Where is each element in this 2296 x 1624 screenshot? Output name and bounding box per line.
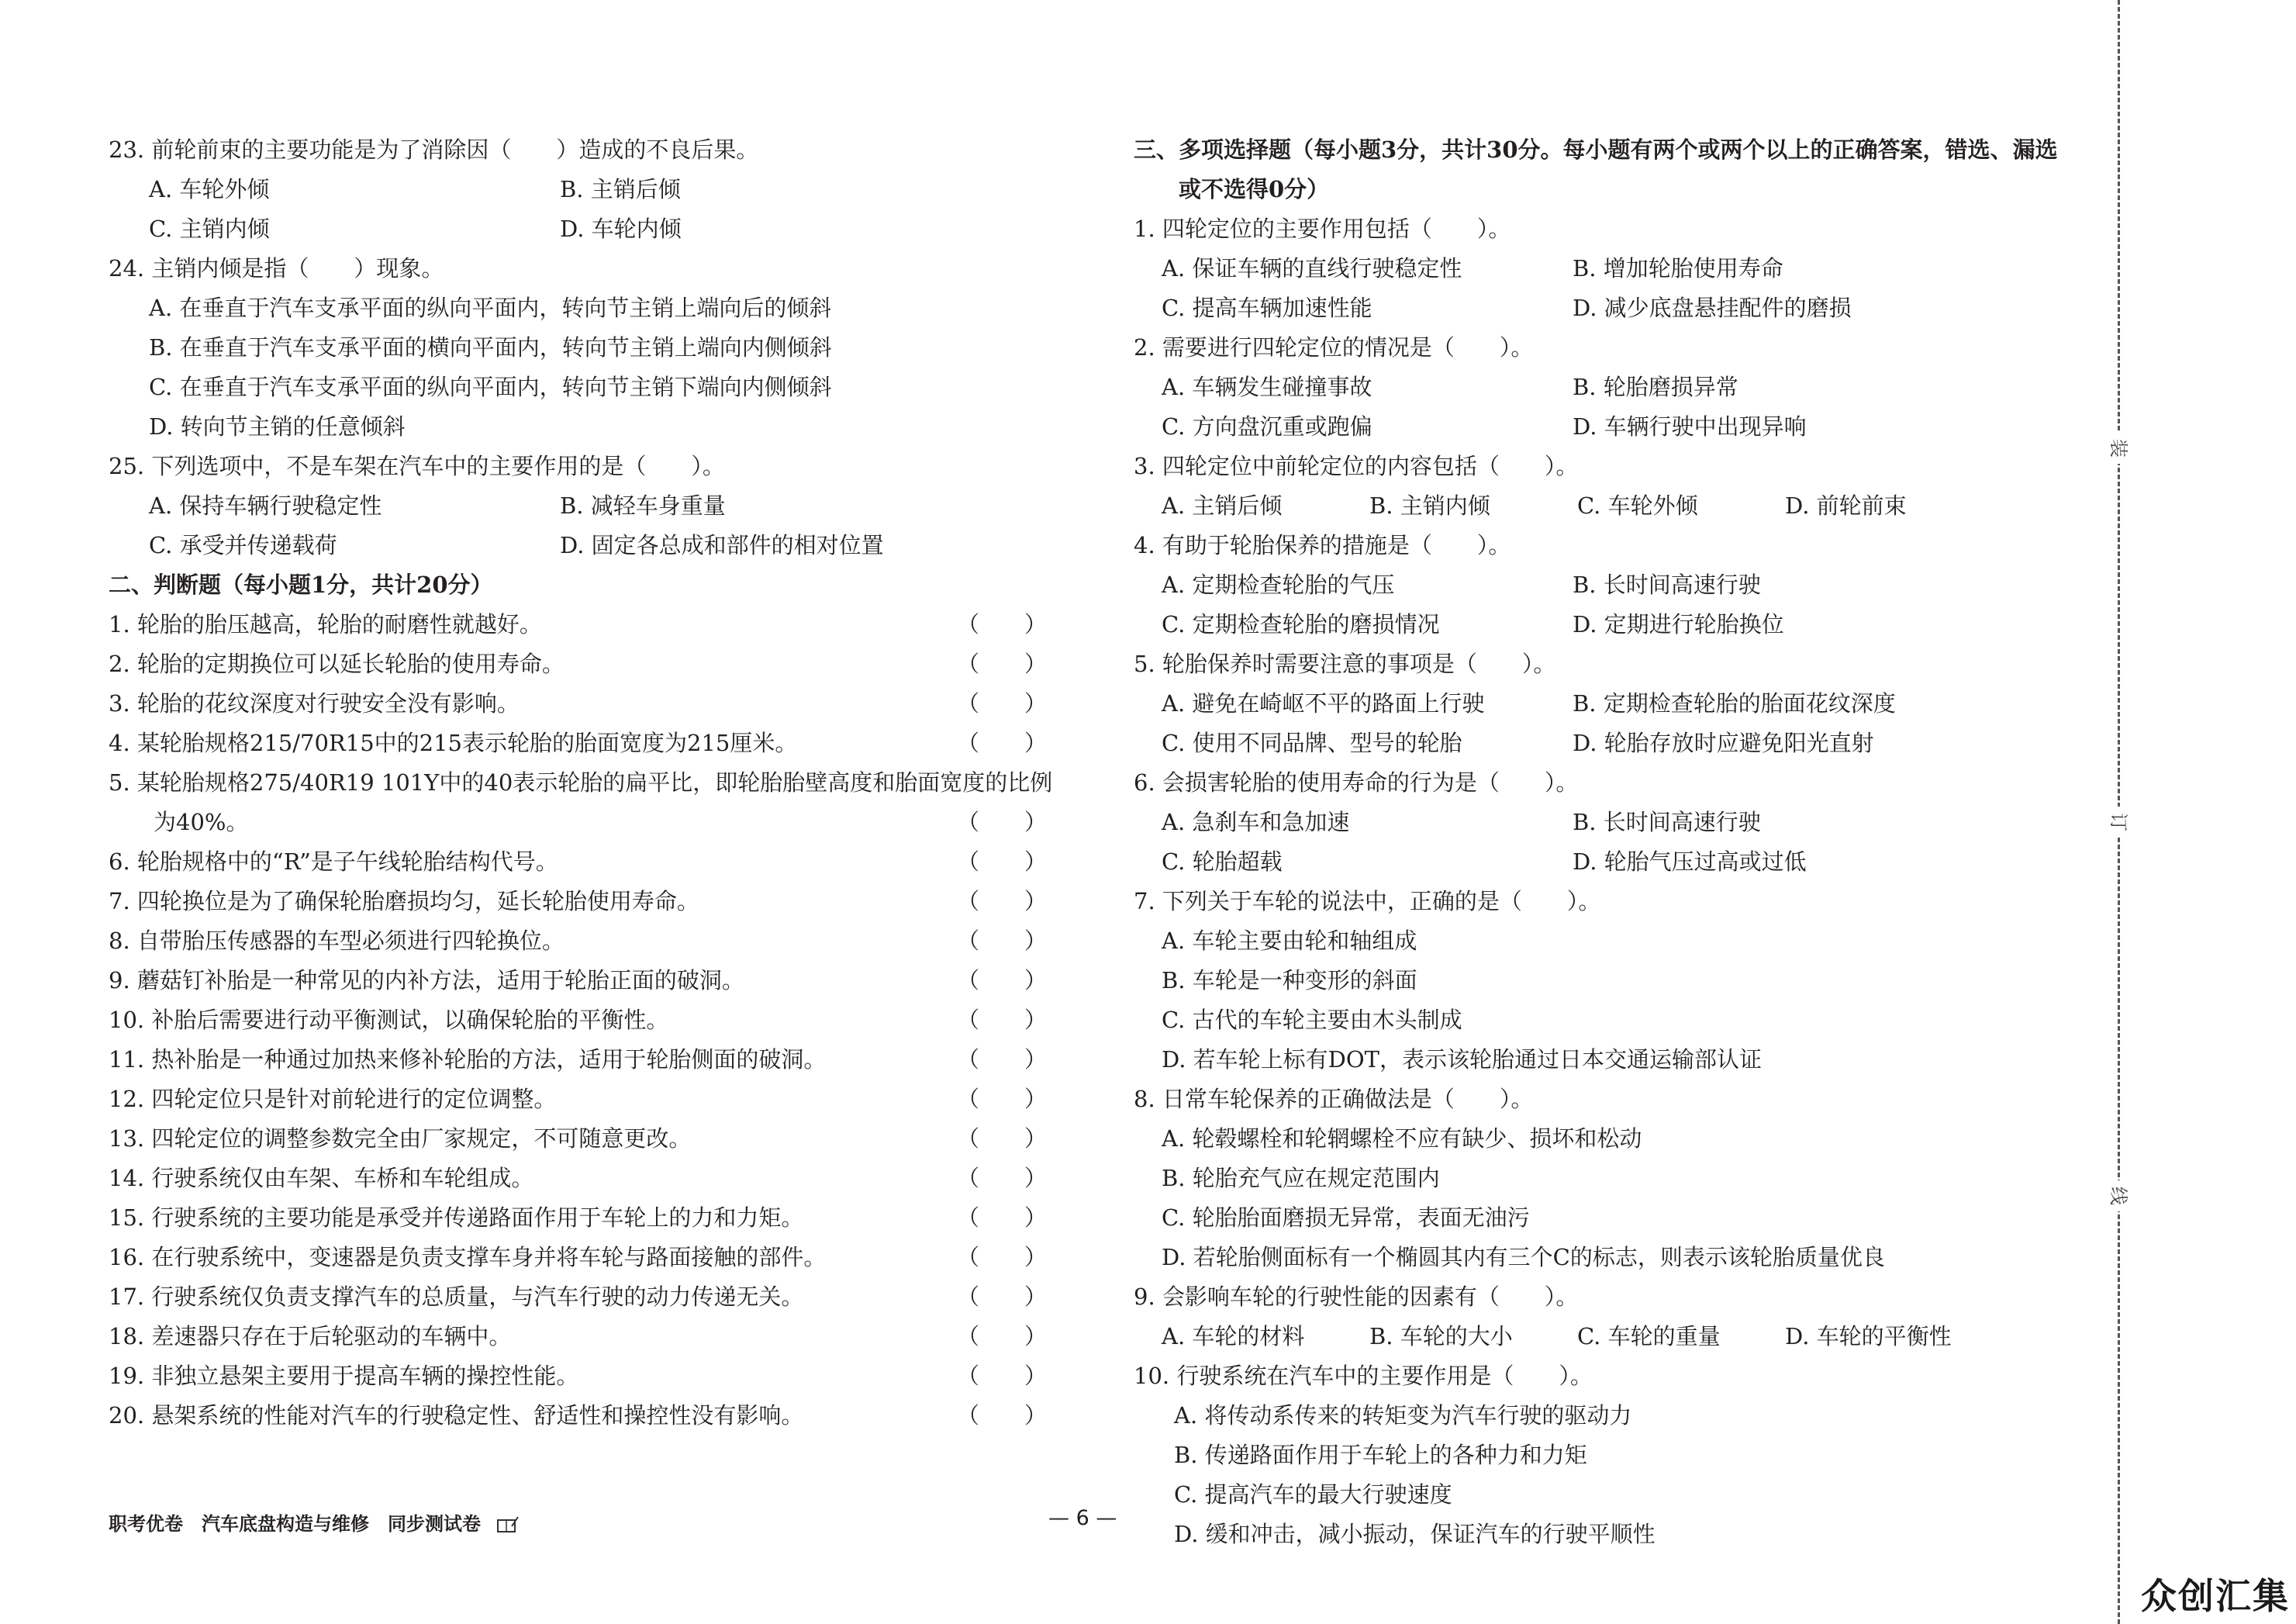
mc-question-8-option-a: A. 轮毂螺栓和轮辋螺栓不应有缺少、损坏和松动 — [1162, 1125, 1642, 1152]
option-a: A. 急刹车和急加速 — [1162, 809, 1350, 835]
option-c: C. 车轮的重量 — [1577, 1323, 1721, 1349]
question-23-options-cd — [109, 209, 1047, 249]
mc-question-9-options — [1134, 1317, 2087, 1356]
question-25-stem: 25. 下列选项中，不是车架在汽车中的主要作用的是（ ）。 — [109, 453, 725, 479]
option-a: A. 定期检查轮胎的气压 — [1162, 572, 1395, 598]
mc-question-7-option-b: B. 车轮是一种变形的斜面 — [1162, 967, 1417, 993]
judge-item: 13. 四轮定位的调整参数完全由厂家规定，不可随意更改。 （ ） — [109, 1119, 1047, 1159]
option-d: D. 车轮内倾 — [560, 216, 682, 242]
option-d: D. 定期进行轮胎换位 — [1573, 611, 1784, 638]
judge-item: 2. 轮胎的定期换位可以延长轮胎的使用寿命。 （ ） — [109, 644, 1047, 684]
mc-question-10-option-c: C. 提高汽车的最大行驶速度 — [1174, 1481, 1452, 1508]
question-24-option-d: D. 转向节主销的任意倾斜 — [149, 413, 406, 440]
judge-item: 14. 行驶系统仅由车架、车桥和车轮组成。 （ ） — [109, 1159, 1047, 1198]
page-number: — 6 — — [1048, 1506, 1117, 1530]
answer-blank: （ ） — [956, 1204, 1047, 1231]
mc-question-9-stem: 9. 会影响车轮的行驶性能的因素有（ ）。 — [1134, 1284, 1579, 1310]
mc-question-3-stem: 3. 四轮定位中前轮定位的内容包括（ ）。 — [1134, 453, 1579, 479]
judge-item: 5. 某轮胎规格275/40R19 101Y中的40表示轮胎的扁平比，即轮胎胎壁高度和胎面宽度的比例 — [109, 769, 1053, 796]
option-b: B. 减轻车身重量 — [560, 492, 726, 519]
option-a: A. 保持车辆行驶稳定性 — [149, 492, 382, 519]
question-23-options-ab — [109, 170, 1047, 209]
answer-blank: （ ） — [956, 1284, 1047, 1310]
section-3-title-cont: 或不选得0分） — [1179, 176, 1330, 202]
option-b: B. 主销内倾 — [1369, 492, 1490, 519]
mc-question-2-options-cd — [1134, 407, 2087, 447]
judge-item-continuation: 为40%。 （ ） — [109, 803, 1047, 842]
mc-question-8-option-c: C. 轮胎胎面磨损无异常，表面无油污 — [1162, 1204, 1530, 1231]
option-b: B. 主销后倾 — [560, 176, 681, 202]
mc-question-10-option-a: A. 将传动系传来的转矩变为汽车行驶的驱动力 — [1174, 1402, 1632, 1429]
option-d: D. 车轮的平衡性 — [1785, 1323, 1952, 1349]
option-c: C. 方向盘沉重或跑偏 — [1162, 413, 1372, 440]
answer-blank: （ ） — [956, 1125, 1047, 1152]
mc-question-2-options-ab — [1134, 368, 2087, 407]
option-c: C. 定期检查轮胎的磨损情况 — [1162, 611, 1440, 638]
judge-item: 3. 轮胎的花纹深度对行驶安全没有影响。 （ ） — [109, 684, 1047, 724]
mc-question-6-stem: 6. 会损害轮胎的使用寿命的行为是（ ）。 — [1134, 769, 1579, 796]
question-25-options-ab — [109, 486, 1047, 526]
judge-item: 17. 行驶系统仅负责支撑汽车的总质量，与汽车行驶的动力传递无关。 （ ） — [109, 1277, 1047, 1317]
option-b: B. 增加轮胎使用寿命 — [1573, 255, 1783, 282]
answer-blank: （ ） — [956, 1323, 1047, 1349]
mc-question-8-option-b: B. 轮胎充气应在规定范围内 — [1162, 1165, 1440, 1191]
question-25-options-cd — [109, 526, 1047, 565]
answer-blank: （ ） — [956, 690, 1047, 717]
option-a: A. 车辆发生碰撞事故 — [1162, 374, 1372, 400]
option-d: D. 前轮前束 — [1785, 492, 1907, 519]
book-pen-icon — [496, 1515, 520, 1534]
option-a: A. 保证车辆的直线行驶稳定性 — [1162, 255, 1462, 282]
option-c: C. 使用不同品牌、型号的轮胎 — [1162, 730, 1462, 756]
mc-question-7-stem: 7. 下列关于车轮的说法中，正确的是（ ）。 — [1134, 888, 1601, 914]
option-a: A. 车轮的材料 — [1162, 1323, 1305, 1349]
option-b: B. 定期检查轮胎的胎面花纹深度 — [1573, 690, 1896, 717]
question-24-option-c: C. 在垂直于汽车支承平面的纵向平面内，转向节主销下端向内侧倾斜 — [149, 374, 832, 400]
answer-blank: （ ） — [956, 967, 1047, 993]
mc-question-6-options-cd — [1134, 842, 2087, 882]
mc-question-4-options-ab — [1134, 565, 2087, 605]
option-d: D. 轮胎气压过高或过低 — [1573, 848, 1807, 875]
judge-item: 10. 补胎后需要进行动平衡测试，以确保轮胎的平衡性。 （ ） — [109, 1000, 1047, 1040]
judge-item: 12. 四轮定位只是针对前轮进行的定位调整。 （ ） — [109, 1080, 1047, 1119]
judge-item: 7. 四轮换位是为了确保轮胎磨损均匀，延长轮胎使用寿命。 （ ） — [109, 882, 1047, 921]
option-d: D. 固定各总成和部件的相对位置 — [560, 532, 884, 558]
mc-question-4-stem: 4. 有助于轮胎保养的措施是（ ）。 — [1134, 532, 1511, 558]
option-b: B. 车轮的大小 — [1369, 1323, 1513, 1349]
option-c: C. 主销内倾 — [149, 216, 270, 242]
watermark: 众创汇集 — [2141, 1575, 2290, 1617]
answer-blank: （ ） — [956, 848, 1047, 875]
judge-item: 18. 差速器只存在于后轮驱动的车辆中。 （ ） — [109, 1317, 1047, 1356]
judge-item: 1. 轮胎的胎压越高，轮胎的耐磨性就越好。 （ ） — [109, 605, 1047, 644]
judge-item: 6. 轮胎规格中的“R”是子午线轮胎结构代号。 （ ） — [109, 842, 1047, 882]
answer-blank: （ ） — [956, 611, 1047, 638]
judge-item: 11. 热补胎是一种通过加热来修补轮胎的方法，适用于轮胎侧面的破洞。 （ ） — [109, 1040, 1047, 1080]
answer-blank: （ ） — [956, 1165, 1047, 1191]
question-23-stem: 23. 前轮前束的主要功能是为了消除因（ ）造成的不良后果。 — [109, 136, 759, 163]
mc-question-10-option-d: D. 缓和冲击，减小振动，保证汽车的行驶平顺性 — [1174, 1521, 1656, 1547]
option-a: A. 避免在崎岖不平的路面上行驶 — [1162, 690, 1485, 717]
option-c: C. 车轮外倾 — [1577, 492, 1698, 519]
judge-item: 8. 自带胎压传感器的车型必须进行四轮换位。 （ ） — [109, 921, 1047, 961]
option-a: A. 车轮外倾 — [149, 176, 270, 202]
mc-question-5-stem: 5. 轮胎保养时需要注意的事项是（ ）。 — [1134, 651, 1556, 677]
mc-question-8-stem: 8. 日常车轮保养的正确做法是（ ）。 — [1134, 1086, 1534, 1112]
right-column — [1134, 130, 2087, 1554]
answer-blank: （ ） — [956, 888, 1047, 914]
mc-question-5-options-ab — [1134, 684, 2087, 724]
option-b: B. 长时间高速行驶 — [1573, 809, 1761, 835]
judge-item: 15. 行驶系统的主要功能是承受并传递路面作用于车轮上的力和力矩。 （ ） — [109, 1198, 1047, 1238]
mc-question-7-option-d: D. 若车轮上标有DOT，表示该轮胎通过日本交通运输部认证 — [1162, 1046, 1763, 1073]
mc-question-6-options-ab — [1134, 803, 2087, 842]
binding-char-bottom: 线 — [2103, 1180, 2134, 1211]
option-c: C. 承受并传递载荷 — [149, 532, 337, 558]
answer-blank: （ ） — [956, 1007, 1047, 1033]
answer-blank: （ ） — [956, 809, 1047, 835]
question-24-option-b: B. 在垂直于汽车支承平面的横向平面内，转向节主销上端向内侧倾斜 — [149, 334, 832, 361]
answer-blank: （ ） — [956, 1244, 1047, 1270]
judge-item: 16. 在行驶系统中，变速器是负责支撑车身并将车轮与路面接触的部件。 （ ） — [109, 1238, 1047, 1277]
section-2-title: 二、判断题（每小题1分，共计20分） — [109, 572, 493, 598]
answer-blank: （ ） — [956, 928, 1047, 954]
option-d: D. 轮胎存放时应避免阳光直射 — [1573, 730, 1874, 756]
answer-blank: （ ） — [956, 1046, 1047, 1073]
option-c: C. 轮胎超载 — [1162, 848, 1283, 875]
mc-question-8-option-d: D. 若轮胎侧面标有一个椭圆其内有三个C的标志，则表示该轮胎质量优良 — [1162, 1244, 1885, 1270]
judge-item: 9. 蘑菇钉补胎是一种常见的内补方法，适用于轮胎正面的破洞。 （ ） — [109, 961, 1047, 1000]
judge-item: 19. 非独立悬架主要用于提高车辆的操控性能。 （ ） — [109, 1356, 1047, 1396]
mc-question-10-option-b: B. 传递路面作用于车轮上的各种力和力矩 — [1174, 1442, 1587, 1468]
option-d: D. 车辆行驶中出现异响 — [1573, 413, 1807, 440]
option-b: B. 长时间高速行驶 — [1573, 572, 1761, 598]
option-d: D. 减少底盘悬挂配件的磨损 — [1573, 295, 1852, 321]
section-3-title: 三、多项选择题（每小题3分，共计30分。每小题有两个或两个以上的正确答案，错选、漏选 — [1134, 136, 2058, 163]
answer-blank: （ ） — [956, 651, 1047, 677]
answer-blank: （ ） — [956, 730, 1047, 756]
answer-blank: （ ） — [956, 1086, 1047, 1112]
binding-char-mid: 订 — [2103, 807, 2134, 838]
footer-series-title: 职考优卷 汽车底盘构造与维修 同步测试卷 — [109, 1508, 520, 1536]
mc-question-1-options-ab — [1134, 249, 2087, 289]
mc-question-1-stem: 1. 四轮定位的主要作用包括（ ）。 — [1134, 216, 1511, 242]
judge-item: 4. 某轮胎规格215/70R15中的215表示轮胎的胎面宽度为215厘米。 （ ） — [109, 724, 1047, 763]
option-c: C. 提高车辆加速性能 — [1162, 295, 1372, 321]
mc-question-1-options-cd — [1134, 289, 2087, 328]
mc-question-3-options — [1134, 486, 2087, 526]
left-column — [109, 130, 1053, 1436]
option-a: A. 主销后倾 — [1162, 492, 1283, 519]
mc-question-7-option-c: C. 古代的车轮主要由木头制成 — [1162, 1007, 1462, 1033]
option-b: B. 轮胎磨损异常 — [1573, 374, 1738, 400]
question-24-option-a: A. 在垂直于汽车支承平面的纵向平面内，转向节主销上端向后的倾斜 — [149, 295, 832, 321]
mc-question-10-stem: 10. 行驶系统在汽车中的主要作用是（ ）。 — [1134, 1363, 1593, 1389]
judge-item: 20. 悬架系统的性能对汽车的行驶稳定性、舒适性和操控性没有影响。 （ ） — [109, 1396, 1047, 1436]
answer-blank: （ ） — [956, 1363, 1047, 1389]
binding-char-top: 装 — [2103, 433, 2134, 464]
answer-blank: （ ） — [956, 1402, 1047, 1429]
question-24-stem: 24. 主销内倾是指（ ）现象。 — [109, 255, 444, 282]
mc-question-4-options-cd — [1134, 605, 2087, 644]
mc-question-5-options-cd — [1134, 724, 2087, 763]
mc-question-7-option-a: A. 车轮主要由轮和轴组成 — [1162, 928, 1417, 954]
mc-question-2-stem: 2. 需要进行四轮定位的情况是（ ）。 — [1134, 334, 1534, 361]
